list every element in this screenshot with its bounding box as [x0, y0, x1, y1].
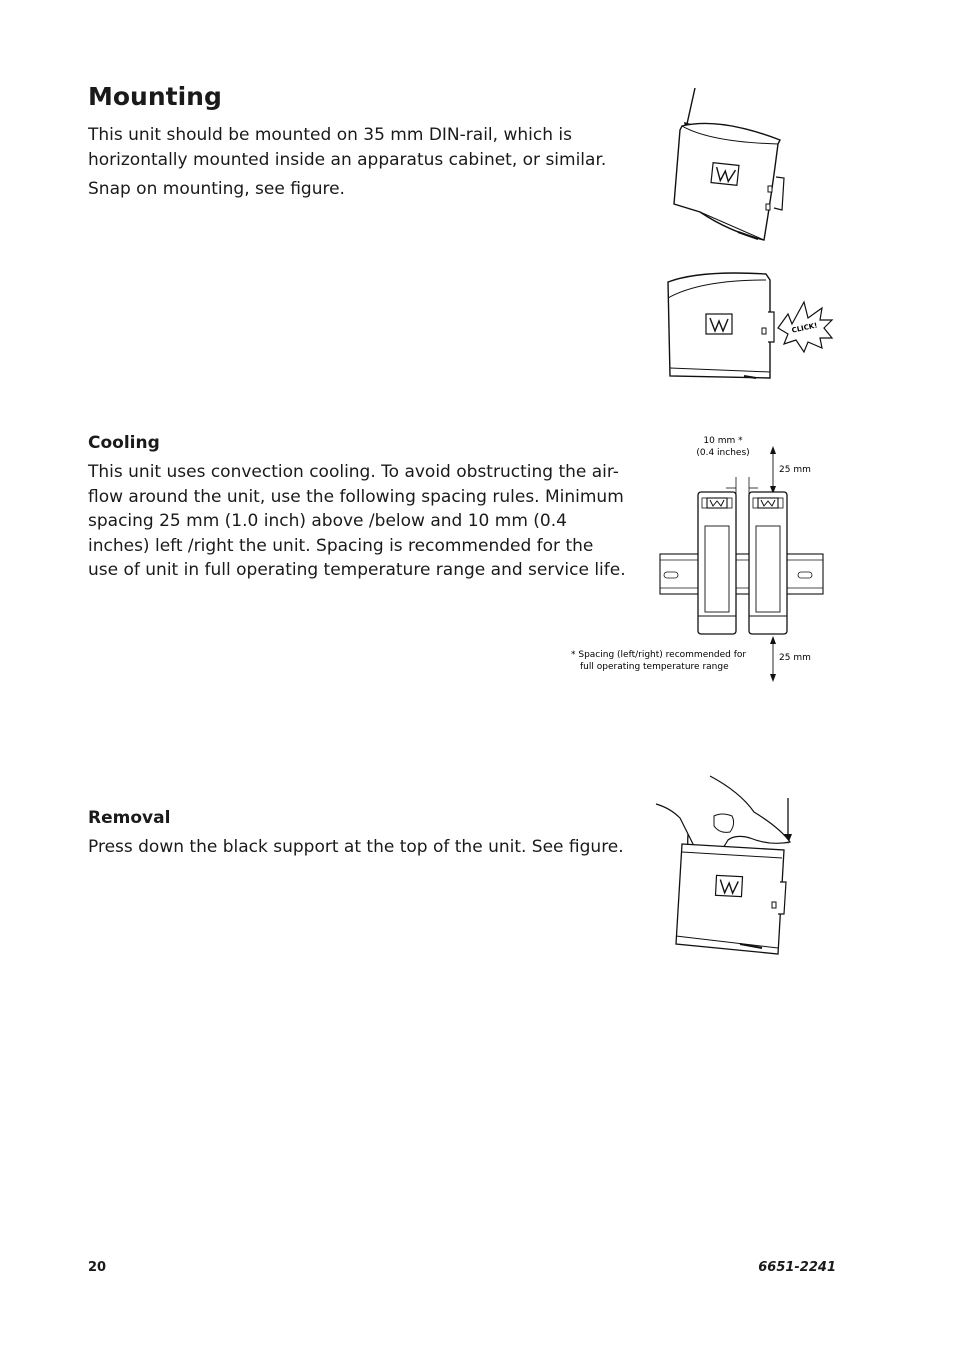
- figure-removal: [650, 772, 810, 957]
- footnote-line2: full operating temperature range: [580, 662, 729, 672]
- figure-snap-mounting-step2: [660, 268, 840, 383]
- arrow-down-icon: [687, 88, 695, 124]
- unit-left: [698, 492, 736, 634]
- document-number: 6651-2241: [758, 1260, 836, 1275]
- unit-right: [749, 492, 787, 634]
- mounting-description: This unit should be mounted on 35 mm DIN-rail, which is horizontally mounted inside an apparatus cabinet, or similar.: [88, 125, 607, 170]
- figure-snap-mounting-step1: [660, 82, 800, 252]
- figure-cooling-spacing: [560, 430, 840, 690]
- brand-logo-icon: [711, 163, 739, 186]
- section-title-removal: Removal: [88, 808, 171, 828]
- mounting-snap-instruction: Snap on mounting, see figure.: [88, 179, 345, 199]
- section-title-cooling: Cooling: [88, 433, 160, 453]
- din-rail-clip: [768, 312, 774, 342]
- page-number: 20: [88, 1260, 107, 1275]
- side-gap-label-line1: 10 mm *: [703, 436, 743, 446]
- cooling-description: This unit uses convection cooling. To avoid obstructing the air-flow around the unit, use the following spacing rules. Minimum spacing 25 mm (1.0 inch) above /below and 10 mm (0.4 inches) left /right the unit. Spacing is recommended for the use of unit in full operating temperature range and service life.: [88, 462, 626, 580]
- brand-logo-icon: [706, 314, 732, 334]
- bottom-gap-label: 25 mm: [779, 653, 811, 663]
- click-label: CLICK!: [791, 321, 819, 335]
- din-rail-clip: [774, 177, 784, 210]
- footnote-line1: * Spacing (left/right) recommended for: [571, 650, 747, 660]
- side-gap-label-line2: (0.4 inches): [696, 448, 750, 458]
- brand-logo-icon: [715, 875, 742, 896]
- removal-description: Press down the black support at the top of the unit. See figure.: [88, 837, 624, 857]
- top-gap-label: 25 mm: [779, 465, 811, 475]
- section-title-mounting: Mounting: [88, 82, 222, 111]
